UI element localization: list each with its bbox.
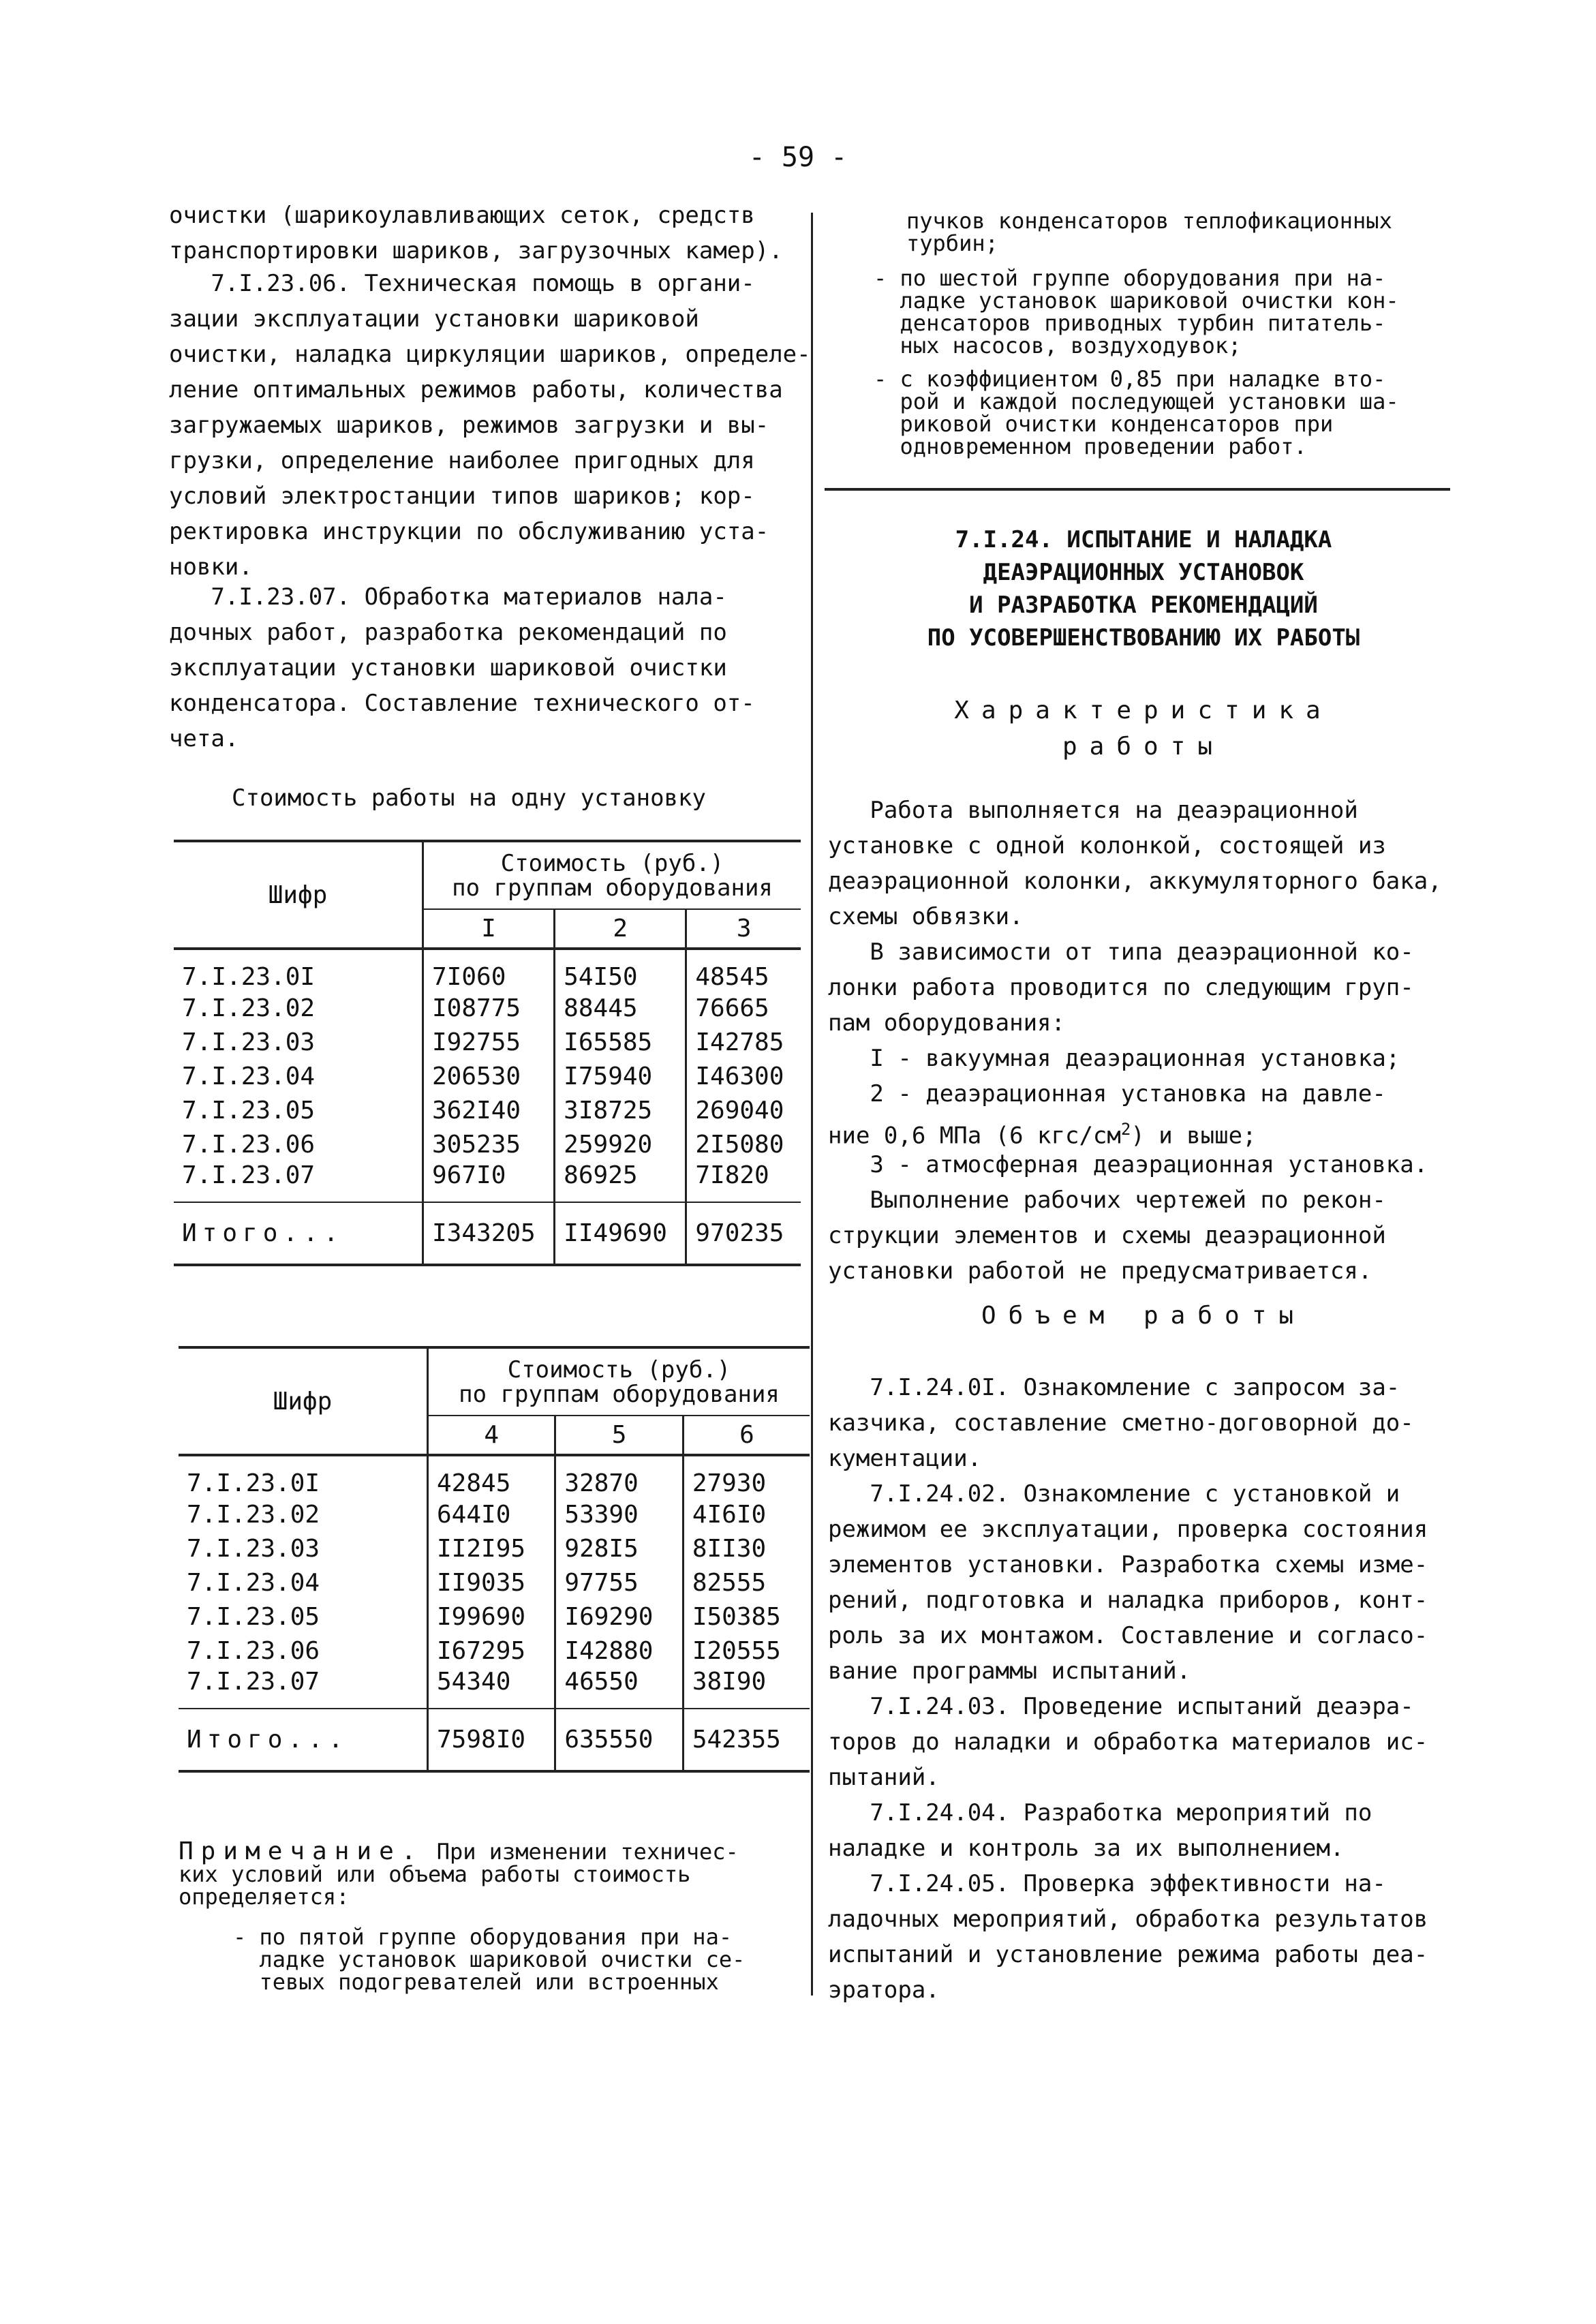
table-cell: 305235 [423, 1127, 555, 1161]
table-cell: 967I0 [423, 1161, 555, 1202]
table-total-label: Итого... [179, 1709, 428, 1771]
table-cell: 7.I.23.06 [182, 1130, 316, 1159]
table-cell: 32870 [555, 1455, 683, 1497]
table-cell: I65585 [555, 1025, 686, 1059]
table-cell: 76665 [686, 991, 801, 1025]
table-group-header: Стоимость (руб.) по группам оборудования [423, 841, 801, 909]
table-cell: 362I40 [423, 1093, 555, 1127]
section-title: 7.I.24. ИСПЫТАНИЕ И НАЛАДКА ДЕАЭРАЦИОННЫХ УСТАНОВОК И РАЗРАБОТКА РЕКОМЕНДАЦИЙ ПО УСОВЕРШЕНСТВОВАНИЮ ИХ РАБОТЫ [927, 526, 1360, 652]
table-cell: II9035 [428, 1565, 555, 1600]
table-col-header: Шифр [174, 841, 423, 949]
table-cell: 97755 [555, 1565, 683, 1600]
table-cell: 46550 [555, 1668, 683, 1709]
paragraph-7-1-23-06: 7.I.23.06. Техническая помощь в органи- зации эксплуатации установки шариковой очистки, наладка циркуляции шариков, определе- ление оптимальных режимов работы, количества загружаемых шариков, режимов загрузки и вы- грузки, определение наиболее пригодных для условий электростанции типов шариков; кор- ректировка инструкции по обслуживанию уста- новки. [169, 270, 811, 581]
group-header-cell: 6 [683, 1416, 810, 1455]
table-cell: I50385 [683, 1600, 810, 1634]
table-cell: 42845 [428, 1455, 555, 1497]
note-item-5: - по пятой группе оборудования при на- ладке установок шариковой очистки се- тевых подогревателей или встроенных [233, 1924, 746, 1995]
table-cell: 88445 [555, 991, 686, 1025]
table-cell: 206530 [423, 1059, 555, 1093]
table-cell: 7.I.23.07 [174, 1161, 423, 1202]
table-cell: 7.I.23.03 [187, 1534, 320, 1563]
table-cell: 7I820 [686, 1161, 801, 1202]
table-cell: I67295 [428, 1634, 555, 1668]
table-caption: Стоимость работы на одну установку [232, 784, 706, 812]
table-cell: I75940 [555, 1059, 686, 1093]
group-header-cell: 4 [428, 1416, 555, 1455]
table-cell: 7.I.23.06 [187, 1636, 320, 1665]
characteristics-text: Работа выполняется на деаэрационной установке с одной колонкой, состоящей из деаэрационной колонки, аккумуляторного бака, схемы обвязки. В зависимости от типа деаэрационной ко- лонки работа проводится по следующим груп- пам оборудования: I - вакуумная деаэрационная установка; 2 - деаэрационная установка на давле- [828, 797, 1442, 1107]
subheading-work: работы [1062, 733, 1225, 761]
table-cell: I69290 [555, 1600, 683, 1634]
group-header-cell: I [423, 909, 555, 949]
table-cell: 928I5 [555, 1531, 683, 1565]
table-cell: 7.I.23.02 [187, 1500, 320, 1529]
volume-text: 7.I.24.0I. Ознакомление с запросом за- казчика, составление сметно-договорной до- кументации. 7.I.24.02. Ознакомление с установкой и режимом ее эксплуатации, проверка состояния элементов установки. Разработка схемы изме- рений, подготовка и наладка приборов, конт- роль за их монтажом. Составление и согласо- вание программы испытаний. 7.I.24.03. Проведение испытаний деаэра- торов до наладки и обработка материалов ис- пытаний. 7.I.24.04. Разработка мероприятий по наладке и контроль за их выполнением. 7.I.24.05. Проверка эффективности на- ладочных мероприятий, обработка результатов испытаний и установление режима работы деа- эратора. [828, 1374, 1428, 2004]
table-cell: I99690 [428, 1600, 555, 1634]
group-header-cell: 2 [555, 909, 686, 949]
cost-table-2 [179, 1346, 810, 1773]
continuation-text: пучков конденсаторов теплофикационных турбин; [906, 208, 1392, 256]
table-group-header: Стоимость (руб.) по группам оборудования [428, 1347, 810, 1416]
section-divider [825, 488, 1450, 491]
table-cell: 4I6I0 [683, 1497, 810, 1531]
table-cell: I92755 [423, 1025, 555, 1059]
cost-table-1 [174, 840, 801, 1266]
table-cell: I46300 [686, 1059, 801, 1093]
table-cell: 7.I.23.07 [179, 1668, 428, 1709]
table-cell: 82555 [683, 1565, 810, 1600]
table-cell: 53390 [555, 1497, 683, 1531]
column-divider [811, 213, 813, 1996]
table-cell: 38I90 [683, 1668, 810, 1709]
table-cell: 7.I.23.05 [187, 1602, 320, 1631]
note-item-6: - по шестой группе оборудования при на- ладке установок шариковой очистки кон- денсаторов приводных турбин питатель- ных насосов, воздуходувок; [874, 265, 1399, 358]
pressure-text-end: ) и выше; [1131, 1122, 1257, 1150]
table-cell: 7.I.23.0I [187, 1469, 320, 1497]
table-cell: 7.I.23.02 [182, 994, 316, 1022]
table-total-cell: 635550 [555, 1709, 683, 1771]
table-total-label: Итого... [174, 1202, 423, 1265]
table-cell: I42785 [686, 1025, 801, 1059]
table-cell: 7.I.23.03 [182, 1028, 316, 1056]
paragraph-7-1-23-07: 7.I.23.07. Обработка материалов нала- дочных работ, разработка рекомендаций по эксплуатации установки шариковой очистки конденсатора. Составление технического от- чета. [169, 583, 755, 752]
table-total-cell: 7598I0 [428, 1709, 555, 1771]
note-item-coefficient: - с коэффициентом 0,85 при наладке вто- рой и каждой последующей установки ша- риковой очистки конденсаторов при одновременном проведении работ. [874, 366, 1399, 459]
table-col-header: Шифр [179, 1347, 428, 1455]
table-total-cell: 970235 [686, 1202, 801, 1265]
table-total-cell: 542355 [683, 1709, 810, 1771]
table-cell: 54I50 [555, 949, 686, 991]
table-cell: 27930 [683, 1455, 810, 1497]
paragraph-intro: очистки (шарикоулавливающих сеток, средств транспортировки шариков, загрузочных камер). [169, 202, 783, 264]
table-cell: 7.I.23.04 [182, 1062, 316, 1090]
table-cell: I42880 [555, 1634, 683, 1668]
table-cell: I20555 [683, 1634, 810, 1668]
table-total-cell: I343205 [423, 1202, 555, 1265]
table-cell: 54340 [428, 1668, 555, 1709]
group-header-cell: 5 [555, 1416, 683, 1455]
table-cell: 269040 [686, 1093, 801, 1127]
page-number: - 59 - [748, 142, 848, 173]
table-total-cell: II49690 [555, 1202, 686, 1265]
table-cell: 48545 [686, 949, 801, 991]
characteristics-text-end: 3 - атмосферная деаэрационная установка. Выполнение рабочих чертежей по рекон- струкции элементов и схемы деаэрационной установки работой не предусматривается. [828, 1151, 1428, 1285]
note-lead: Примечание. [179, 1837, 424, 1865]
table-cell: 2I5080 [686, 1127, 801, 1161]
table-cell: 7.I.23.04 [187, 1568, 320, 1597]
table-cell: 7.I.23.0I [182, 963, 316, 991]
note [179, 1837, 792, 1910]
table-cell: 7I060 [423, 949, 555, 991]
table-cell: II2I95 [428, 1531, 555, 1565]
subheading-characteristics: Характеристика [954, 697, 1333, 724]
table-cell: 7.I.23.05 [182, 1096, 316, 1125]
pressure-text: ние 0,6 МПа (6 кгс/см [828, 1122, 1121, 1150]
table-cell: 8II30 [683, 1531, 810, 1565]
table-cell: 3I8725 [555, 1093, 686, 1127]
group-header-cell: 3 [686, 909, 801, 949]
subheading-volume: Объем работы [981, 1302, 1306, 1330]
table-cell: I08775 [423, 991, 555, 1025]
table-cell: 86925 [555, 1161, 686, 1202]
superscript: 2 [1120, 1120, 1131, 1139]
note-text: При изменении техничес- ких условий или объема работы стоимость определяется: [179, 1839, 739, 1910]
table-cell: 644I0 [428, 1497, 555, 1531]
table-cell: 259920 [555, 1127, 686, 1161]
